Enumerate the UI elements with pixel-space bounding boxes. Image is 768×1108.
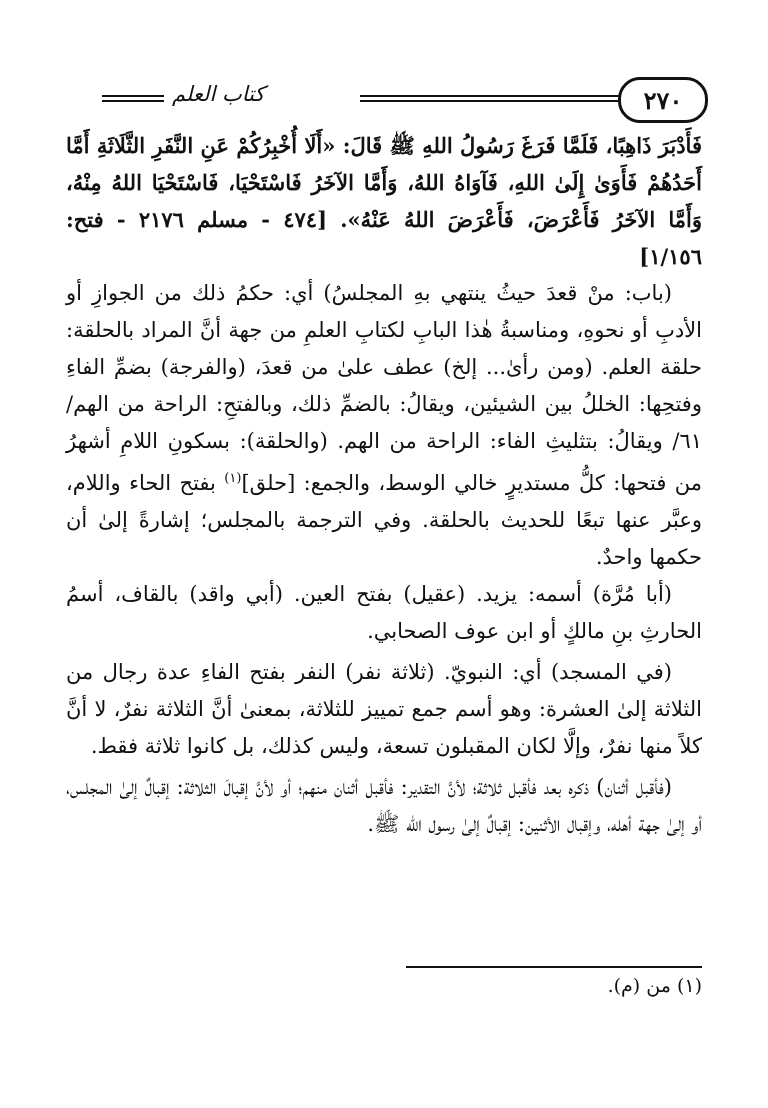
running-title: كتاب العلم: [172, 82, 265, 106]
hadith-text: فَأَدْبَرَ ذَاهِبًا، فَلَمَّا فَرَغَ رَسُولُ اللهِ ﷺ قَالَ: «أَلَا أُخْبِرُكُمْ عَنِ النَّفَرِ الثَّلَاثَةِ أَمَّا أَحَدُهُمْ فَأَوَىٰ إِلَىٰ اللهِ، فَآوَاهُ اللهُ، وَأَمَّا الآخَرُ فَاسْتَحْيَا، فَاسْتَحْيَا اللهُ مِنْهُ، وَأَمَّا الآخَرُ فَأَعْرَضَ، فَأَعْرَضَ اللهُ عَنْهُ». [٤٧٤ - مسلم ٢١٧٦ - فتح: ١/١٥٦]: [66, 133, 702, 269]
page-number: ٢٧٠: [643, 85, 683, 115]
commentary-paragraph-2: (أبا مُرَّة) أسمه: يزيد. (عقيل) بفتح العين. (أبي واقد) بالقاف، أسمُ الحارثِ بنِ مالكٍ أو ابن عوف الصحابي.: [66, 582, 702, 643]
header-rule-left: [102, 95, 164, 102]
paragraph-1-text: (باب: منْ قعدَ حيثُ ينتهي بهِ المجلسُ) أي: حكمُ ذلك من الجوازِ أو الأدبِ أو نحوهِ، ومناسبةُ هٰذا البابِ لكتابِ العلمِ من جهة أنَّ المراد بالحلقة: حلقة العلم. (ومن رأىٰ... إلخ) عطف علىٰ من قعدَ، (والفرجة) بضمِّ الفاءِ وفتحِها: الخللُ بين الشيئين، ويقالُ: بالضمِّ ذلك، وبالفتحِ: الراحة من الهم/ ٦١/ ويقالُ: بتثليثِ الفاء: الراحة من الهم. (والحلقة): بسكونِ اللامِ أشهرُ من فتحها: كلُّ مستديرٍ خالي الوسط، والجمع: [حلق]: [66, 281, 703, 495]
commentary-paragraph-3: (في المسجد) أي: النبويّ. (ثلاثة نفر) النفر بفتح الفاءِ عدة رجال من الثلاثة إلىٰ العشرة: وهو أسم جمع تمييز للثلاثة، بمعنىٰ أنَّ الثلاثة نفرٌ، لا أنَّ كلاً منها نفرٌ، وإلَّا لكان المقبلون تسعة، وليس كذلك، بل كانوا ثلاثة فقط.: [66, 660, 702, 758]
header-rule-right: [360, 95, 620, 102]
commentary-paragraph-1: [66, 275, 702, 576]
paragraph-1-rest: بفتح الحاء واللام، وعبَّر عنها تبعًا للحديث بالحلقة. وفي الترجمة بالمجلس؛ إشارةً إلىٰ أن حكمها واحدٌ.: [66, 471, 702, 569]
footnote-separator: [406, 966, 702, 968]
page-header: [60, 74, 708, 124]
commentary-paragraph-4: (فأقبل أثنان) ذكره بعد فأقبل ثلاثة؛ لأنَّ التقدير: فأقبل أثنان منهم؛ أو لأنَّ إقبالَ الثلاثة: إقبالٌ إلىٰ المجلس، أو إلىٰ جهة أهله، وإقبال الأثنين: إقبالٌ إلىٰ رسول الله ﷺ.: [66, 775, 702, 836]
main-text: [66, 127, 702, 843]
footnote-reference: (١): [224, 471, 242, 486]
page-number-badge: [618, 77, 708, 123]
footnote: (١) من (م).: [607, 975, 702, 997]
